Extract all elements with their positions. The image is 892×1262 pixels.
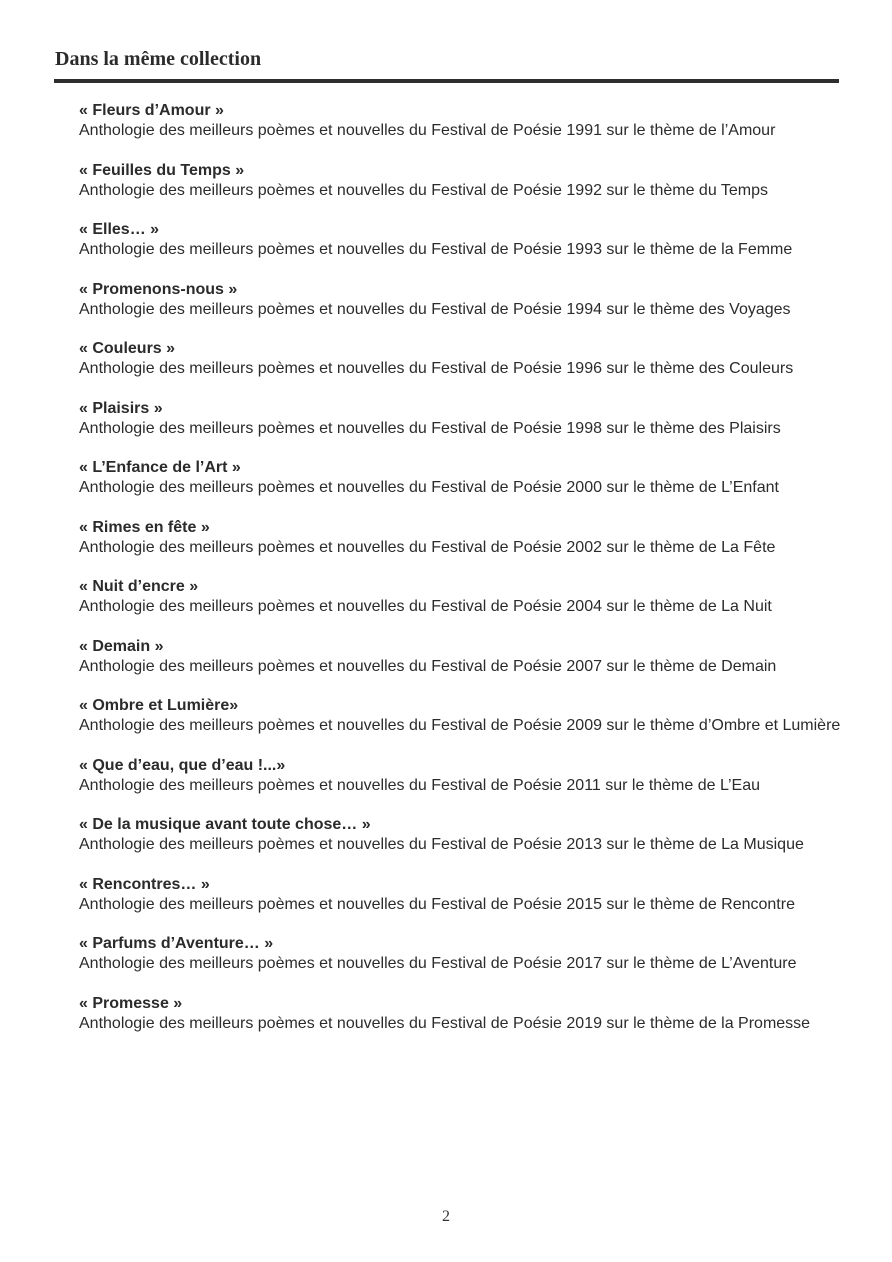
item-description: Anthologie des meilleurs poèmes et nouvelles du Festival de Poésie 2011 sur le thème de L’Eau bbox=[79, 776, 761, 794]
item-title: « Ombre et Lumière» bbox=[79, 697, 239, 714]
collection-item bbox=[79, 458, 840, 518]
item-description: Anthologie des meilleurs poèmes et nouvelles du Festival de Poésie 1998 sur le thème des Plaisirs bbox=[79, 419, 781, 437]
item-description: Anthologie des meilleurs poèmes et nouvelles du Festival de Poésie 2019 sur le thème de la Promesse bbox=[79, 1014, 811, 1032]
collection-item bbox=[79, 399, 840, 459]
collection-item bbox=[79, 339, 840, 399]
item-title: « Fleurs d’Amour » bbox=[79, 102, 224, 119]
collection-item bbox=[79, 756, 840, 816]
item-description: Anthologie des meilleurs poèmes et nouvelles du Festival de Poésie 1991 sur le thème de l’Amour bbox=[79, 122, 776, 139]
collection-item bbox=[79, 994, 840, 1054]
item-title: « Promenons-nous » bbox=[79, 280, 238, 298]
item-description: Anthologie des meilleurs poèmes et nouvelles du Festival de Poésie 2009 sur le thème d’Ombre et Lumière bbox=[79, 717, 841, 734]
item-description: Anthologie des meilleurs poèmes et nouvelles du Festival de Poésie 2007 sur le thème de Demain bbox=[79, 657, 777, 675]
collection-list bbox=[79, 101, 840, 1053]
collection-item bbox=[79, 220, 840, 280]
item-title: « Promesse » bbox=[79, 994, 183, 1012]
item-description: Anthologie des meilleurs poèmes et nouvelles du Festival de Poésie 1993 sur le thème de la Femme bbox=[79, 241, 793, 258]
section-heading: Dans la même collection bbox=[55, 48, 262, 70]
item-title: « Elles… » bbox=[79, 221, 160, 238]
item-description: Anthologie des meilleurs poèmes et nouvelles du Festival de Poésie 2017 sur le thème de L’Aventure bbox=[79, 955, 797, 972]
item-title: « Couleurs » bbox=[79, 340, 176, 357]
heading-rule bbox=[54, 79, 839, 83]
item-title: « Rencontres… » bbox=[79, 875, 210, 893]
collection-item bbox=[79, 875, 840, 935]
item-description: Anthologie des meilleurs poèmes et nouvelles du Festival de Poésie 1994 sur le thème des Voyages bbox=[79, 300, 791, 318]
item-description: Anthologie des meilleurs poèmes et nouvelles du Festival de Poésie 2015 sur le thème de Rencontre bbox=[79, 895, 795, 913]
item-title: « L’Enfance de l’Art » bbox=[79, 459, 241, 476]
item-title: « Que d’eau, que d’eau !...» bbox=[79, 756, 286, 774]
item-description: Anthologie des meilleurs poèmes et nouvelles du Festival de Poésie 2004 sur le thème de La Nuit bbox=[79, 598, 772, 615]
item-description: Anthologie des meilleurs poèmes et nouvelles du Festival de Poésie 2000 sur le thème de L’Enfant bbox=[79, 479, 779, 496]
collection-item bbox=[79, 161, 840, 221]
item-title: « Feuilles du Temps » bbox=[79, 161, 245, 179]
collection-item bbox=[79, 280, 840, 340]
item-title: « Rimes en fête » bbox=[79, 518, 210, 536]
item-description: Anthologie des meilleurs poèmes et nouvelles du Festival de Poésie 2013 sur le thème de La Musique bbox=[79, 836, 804, 853]
collection-item bbox=[79, 577, 840, 637]
item-description: Anthologie des meilleurs poèmes et nouvelles du Festival de Poésie 2002 sur le thème de La Fête bbox=[79, 538, 776, 556]
collection-item bbox=[79, 101, 840, 161]
collection-item bbox=[79, 518, 840, 578]
item-title: « Demain » bbox=[79, 637, 164, 655]
item-title: « Plaisirs » bbox=[79, 399, 163, 417]
collection-item bbox=[79, 696, 840, 756]
page-number: 2 bbox=[442, 1208, 450, 1225]
collection-item bbox=[79, 934, 840, 994]
item-title: « Nuit d’encre » bbox=[79, 578, 199, 595]
collection-item bbox=[79, 637, 840, 697]
item-description: Anthologie des meilleurs poèmes et nouvelles du Festival de Poésie 1992 sur le thème du Temps bbox=[79, 181, 768, 199]
item-title: « De la musique avant toute chose… » bbox=[79, 816, 371, 833]
item-description: Anthologie des meilleurs poèmes et nouvelles du Festival de Poésie 1996 sur le thème des Couleurs bbox=[79, 360, 794, 377]
item-title: « Parfums d’Aventure… » bbox=[79, 935, 274, 952]
collection-item bbox=[79, 815, 840, 875]
